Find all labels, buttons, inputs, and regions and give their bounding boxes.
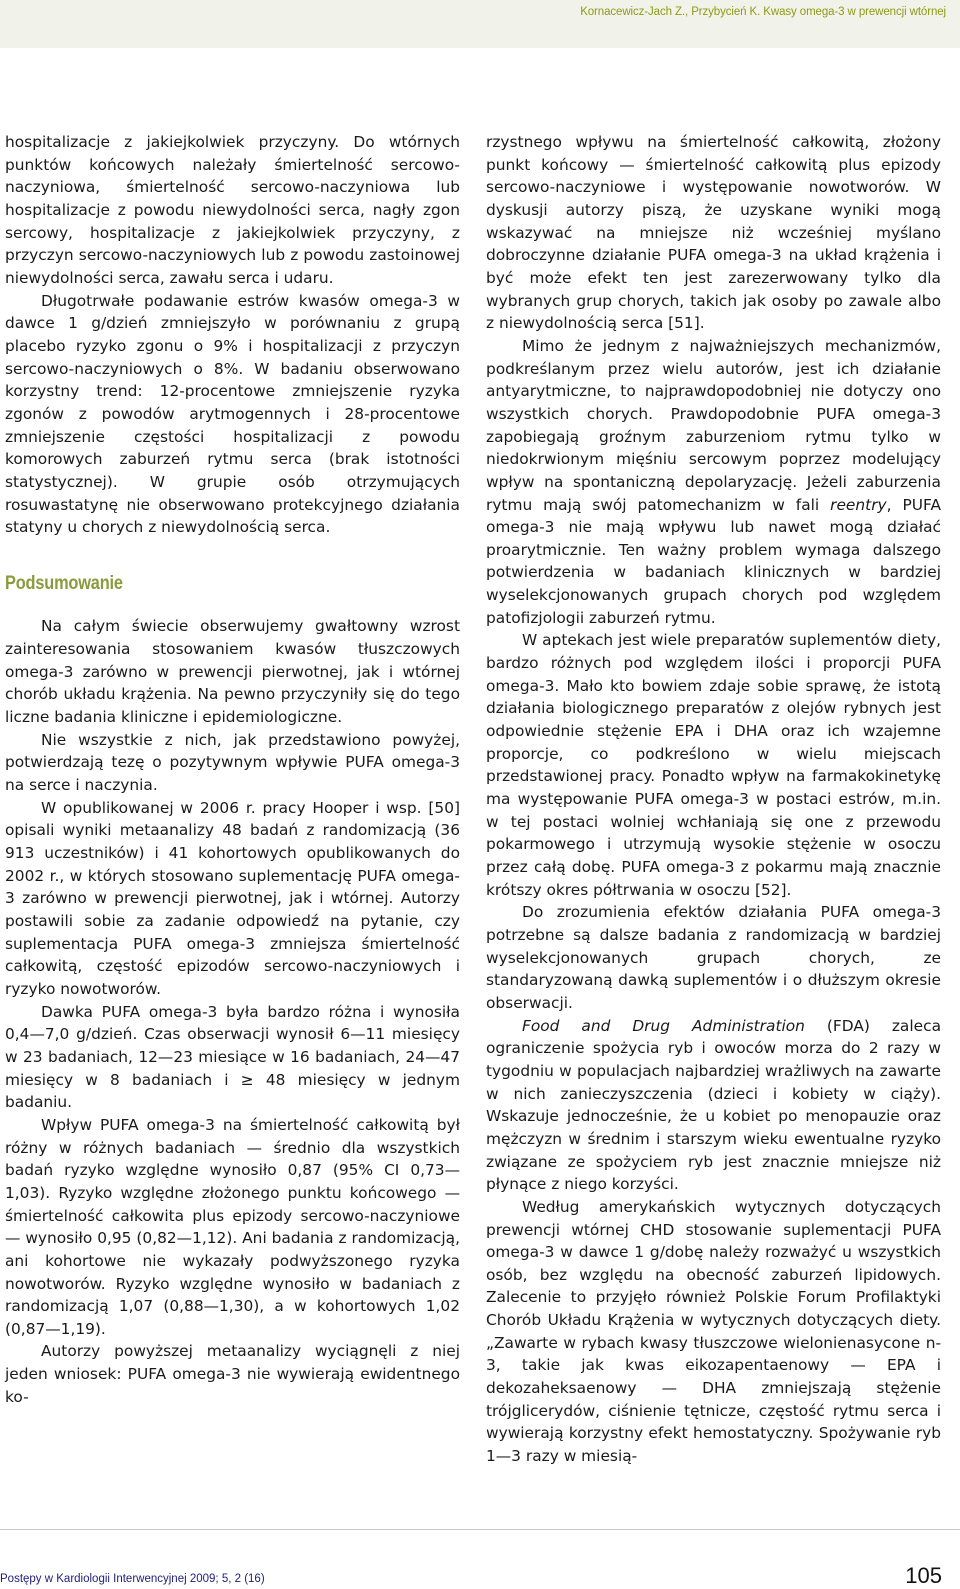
left-column — [5, 131, 460, 1408]
paragraph: hospitalizacje z jakiejkolwiek przyczyny. Do wtórnych punktów końcowych należały śmiertelność sercowo-naczyniowa, śmiertelność sercowo-naczyniowa lub hospitalizacje z powodu niewydolności serca, nagły zgon sercowy, hospitalizacje z jakiejkolwiek przyczyny, z przyczyn sercowo-naczyniowych lub z powodu zastoinowej niewydolności serca, zawału serca i udaru. — [5, 133, 460, 287]
text-run: Mimo że jednym z najważniejszych mechanizmów, podkreślanym przez wielu autorów, jest ich działanie antyarytmiczne, to najprawdopodobniej nie dotyczy ono wszystkich chorych. Prawdopodobnie PUFA omega-3 zapobiegają groźnym zaburzeniom rytmu tylko w niedokrwionym mięśniu sercowym poprzez modelujący wpływ na spontaniczną depolaryzację. Jeżeli zaburzenia rytmu mają swój patomechanizm w fali — [486, 336, 941, 514]
paragraph: Do zrozumienia efektów działania PUFA omega-3 potrzebne są dalsze badania z randomizacją w bardziej wyselekcjonowanych grupach chorych, ze standaryzowaną dawką suplementów i o dłuższym okresie obserwacji. — [486, 903, 941, 1012]
paragraph: W opublikowanej w 2006 r. pracy Hooper i wsp. [50] opisali wyniki metaanalizy 48 badań z randomizacją (36 913 uczestników) i 41 kohortowych opublikowanych do 2002 r., w których stosowano suplementację PUFA omega-3 zarówno w prewencji pierwotnej, jak i wtórnej. Autorzy postawili sobie za zadanie odpowiedź na pytanie, czy suplementacja PUFA omega-3 zmniejsza śmiertelność całkowitą, częstość epizodów sercowo-naczyniowych i ryzyko nowotworów. — [5, 798, 460, 998]
running-head: Kornacewicz-Jach Z., Przybycień K. Kwasy omega-3 w prewencji wtórnej — [580, 6, 946, 18]
footer-divider — [0, 1529, 960, 1530]
header-band — [0, 0, 960, 48]
paragraph — [486, 335, 941, 630]
section-heading: Podsumowanie — [5, 572, 123, 594]
italic-term: Food and Drug Administration — [522, 1016, 805, 1035]
text-run: , PUFA omega-3 nie mają wpływu lub nawet mogą działać proarytmicznie. Ten ważny problem wymaga dalszego potwierdzenia w badaniach klinicznych w bardziej wyselekcjonowanych grupach chorych pod względem patofizjologii zaburzeń rytmu. — [486, 495, 941, 627]
italic-term: reentry — [830, 495, 887, 514]
journal-citation: Postępy w Kardiologii Interwencyjnej 2009; 5, 2 (16) — [0, 1573, 265, 1585]
paragraph: rzystnego wpływu na śmiertelność całkowitą, złożony punkt końcowy — śmiertelność całkowitą plus epizody sercowo-naczyniowe i występowanie nowotworów. W dyskusji autorzy piszą, że uzyskane wyniki mogą wskazywać na mniejsze niż wcześniej myślano dobroczynne działanie PUFA omega-3 na układ krążenia i być może efekt ten jest zarezerwowany tylko dla wybranych grup chorych, takich jak osoby po zawale albo z niewydolnością serca [51]. — [486, 133, 941, 333]
paragraph: Długotrwałe podawanie estrów kwasów omega-3 w dawce 1 g/dzień zmniejszyło w porównaniu z grupą placebo ryzyko zgonu o 9% i hospitalizacji z przyczyn sercowo-naczyniowych o 8%. W badaniu obserwowano korzystny trend: 12-procentowe zmniejszenie ryzyka zgonów z powodów arytmogennych i 28-procentowe zmniejszenie częstości hospitalizacji z powodu komorowych zaburzeń rytmu serca (brak istotności statystycznej). W grupie osób otrzymujących rosuwastatynę nie obserwowano protekcyjnego działania statyny u chorych z niewydolnością serca. — [5, 291, 460, 537]
text-run: (FDA) zaleca ograniczenie spożycia ryb i owoców morza do 2 razy w tygodniu w populacjach najbardziej wrażliwych na zawarte w nich zanieczyszczenia (dzieci i kobiety w ciąży). Wskazuje jednocześnie, że u kobiet po menopauzie oraz mężczyzn w średnim i starszym wieku ewentualne ryzyko związane ze spożyciem ryb jest znacznie mniejsze niż płynące z niego korzyści. — [486, 1016, 942, 1194]
page-number: 105 — [905, 1563, 942, 1588]
paragraph — [486, 1015, 941, 1196]
paragraph: Na całym świecie obserwujemy gwałtowny wzrost zainteresowania stosowaniem kwasów tłuszczowych omega-3 zarówno w prewencji pierwotnej, jak i wtórnej chorób układu krążenia. Na pewno przyczyniły się do tego liczne badania kliniczne i epidemiologiczne. — [5, 617, 460, 727]
paragraph: W aptekach jest wiele preparatów suplementów diety, bardzo różnych pod względem ilości i proporcji PUFA omega-3. Mało kto bowiem zdaje sobie sprawę, że istotą działania biologicznego preparatów z olejów rybnych jest odpowiednie stężenie EPA i DHA oraz ich wzajemne proporcje, co podkreślono w wielu miejscach przedstawionej pracy. Ponadto wpływ na farmakokinetykę ma występowanie PUFA omega-3 w postaci estrów, m.in. w tej postaci wolniej wchłaniają się one z przewodu pokarmowego i utrzymują wysokie stężenie w osoczu przez całą dobę. PUFA omega-3 z pokarmu mają znacznie krótszy okres półtrwania w osoczu [52]. — [486, 631, 941, 899]
paragraph: Dawka PUFA omega-3 była bardzo różna i wynosiła 0,4—7,0 g/dzień. Czas obserwacji wynosił 6—11 miesięcy w 23 badaniach, 12—23 miesiące w 16 badaniach, 24—47 miesięcy w 8 badaniach i ≥ 48 miesięcy w jednym badaniu. — [5, 1002, 460, 1112]
paragraph: Autorzy powyższej metaanalizy wyciągnęli z niej jeden wniosek: PUFA omega-3 nie wywierają ewidentnego ko- — [5, 1342, 460, 1406]
paragraph: Nie wszystkie z nich, jak przedstawiono powyżej, potwierdzają tezę o pozytywnym wpływie PUFA omega-3 na serce i naczynia. — [5, 730, 460, 795]
paragraph: Według amerykańskich wytycznych dotyczących prewencji wtórnej CHD stosowanie suplementacji PUFA omega-3 w dawce 1 g/dobę należy rozważyć u wszystkich osób, bez względu na obecność zaburzeń lipidowych. Zalecenie to przyjęło również Polskie Forum Profilaktyki Chorób Układu Krążenia w wytycznych dotyczących diety. „Zawarte w rybach kwasy tłuszczowe wielonienasycone n-3, takie jak kwas eikozapentaenowy — EPA i dekozaheksaenowy — DHA zmniejszają stężenie trójglicerydów, ciśnienie tętnicze, częstość rytmu serca i wywierają korzystny efekt hemostatyczny. Spożywanie ryb 1—3 razy w miesią- — [486, 1197, 941, 1466]
right-column — [486, 131, 941, 1468]
paragraph: Wpływ PUFA omega-3 na śmiertelność całkowitą był różny w różnych badaniach — średnio dla wszystkich badań ryzyko względne wynosiło 0,87 (95% CI 0,73—1,03). Ryzyko względne złożonego punktu końcowego — śmiertelność całkowita plus epizody sercowo-naczyniowe — wynosiło 0,95 (0,82—1,12). Ani badania z randomizacją, ani kohortowe nie wykazały podwyższonego ryzyka nowotworów. Ryzyko względne wynosiło w badaniach z randomizacją 1,07 (0,88—1,30), a w kohortowych 1,02 (0,87—1,19). — [5, 1115, 460, 1338]
